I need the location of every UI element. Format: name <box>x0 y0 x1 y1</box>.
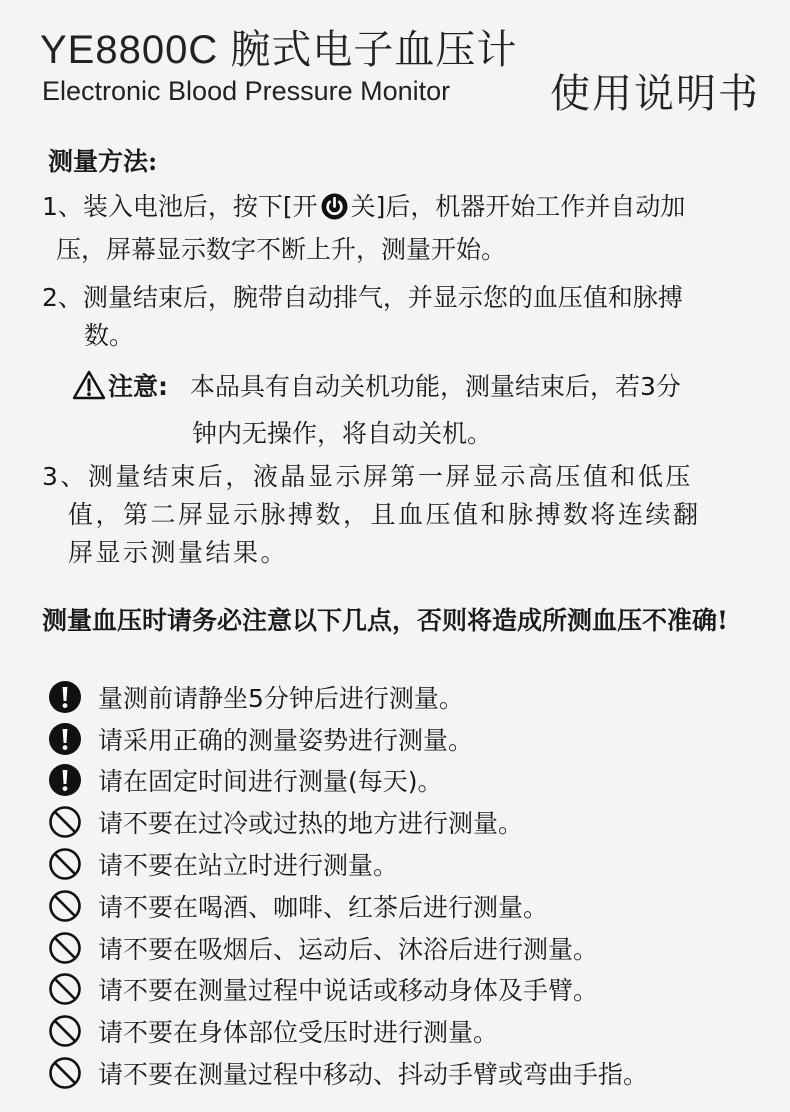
tip-item <box>48 969 648 1011</box>
step-2-line-2: 数。 <box>84 321 135 350</box>
prohibited-icon <box>48 805 82 839</box>
step-3-line-3: 屏显示测量结果。 <box>68 538 289 567</box>
step-1 <box>42 188 685 269</box>
exclamation-icon <box>48 722 82 756</box>
tip-text: 请不要在吸烟后、运动后、沐浴后进行测量。 <box>98 934 599 964</box>
tip-text: 请不要在喝酒、咖啡、红茶后进行测量。 <box>98 892 549 922</box>
tip-item <box>48 676 648 718</box>
step-2 <box>42 279 683 355</box>
exclamation-icon <box>48 680 82 714</box>
step-3-line-2: 值，第二屏显示脉搏数，且血压值和脉搏数将连续翻 <box>68 500 701 529</box>
prohibited-icon <box>48 972 82 1006</box>
note-label: 注意: <box>108 372 168 401</box>
exclamation-icon <box>48 763 82 797</box>
note <box>72 366 681 455</box>
tip-text: 请采用正确的测量姿势进行测量。 <box>98 725 474 755</box>
warning-triangle-icon <box>72 370 106 413</box>
tip-item <box>48 1010 648 1052</box>
prohibited-icon <box>48 889 82 923</box>
prohibited-icon <box>48 931 82 965</box>
prohibited-icon <box>48 1056 82 1090</box>
warning-title: 测量血压时请务必注意以下几点，否则将造成所测血压不准确! <box>42 606 728 635</box>
note-line-2: 钟内无操作，将自动关机。 <box>192 419 493 448</box>
tip-text: 请在固定时间进行测量(每天)。 <box>98 767 443 797</box>
step-3-line-1: 3、测量结束后，液晶显示屏第一屏显示高压值和低压 <box>42 462 693 491</box>
tip-item <box>48 1052 648 1094</box>
tip-text: 请不要在身体部位受压时进行测量。 <box>98 1018 499 1048</box>
tip-text: 请不要在过冷或过热的地方进行测量。 <box>98 809 524 839</box>
tip-item <box>48 885 648 927</box>
product-subtitle: Electronic Blood Pressure Monitor <box>42 76 451 106</box>
tip-text: 量测前请静坐5分钟后进行测量。 <box>98 683 464 713</box>
step-2-line-1: 2、测量结束后，腕带自动排气，并显示您的血压值和脉搏 <box>42 283 683 312</box>
power-icon <box>321 193 348 231</box>
step-1-line-2: 压，屏幕显示数字不断上升，测量开始。 <box>56 235 507 264</box>
prohibited-icon <box>48 847 82 881</box>
tip-item <box>48 927 648 969</box>
step-1-line-1: 1、装入电池后，按下[开 关]后，机器开始工作并自动加 <box>42 188 685 231</box>
section-title: 测量方法: <box>48 147 158 176</box>
prohibited-icon <box>48 1014 82 1048</box>
tip-text: 请不要在站立时进行测量。 <box>98 851 399 881</box>
product-title: YE8800C 腕式电子血压计 <box>40 28 518 72</box>
tips-list <box>48 676 648 1094</box>
tip-text: 请不要在测量过程中说话或移动身体及手臂。 <box>98 976 599 1006</box>
tip-text: 请不要在测量过程中移动、抖动手臂或弯曲手指。 <box>98 1060 649 1090</box>
tip-item <box>48 760 648 802</box>
tip-item <box>48 718 648 760</box>
step-3 <box>42 458 701 572</box>
tip-item <box>48 843 648 885</box>
note-line-1: 本品具有自动关机功能，测量结束后，若3分 <box>190 372 681 401</box>
manual-label: 使用说明书 <box>550 71 760 117</box>
tip-item <box>48 801 648 843</box>
